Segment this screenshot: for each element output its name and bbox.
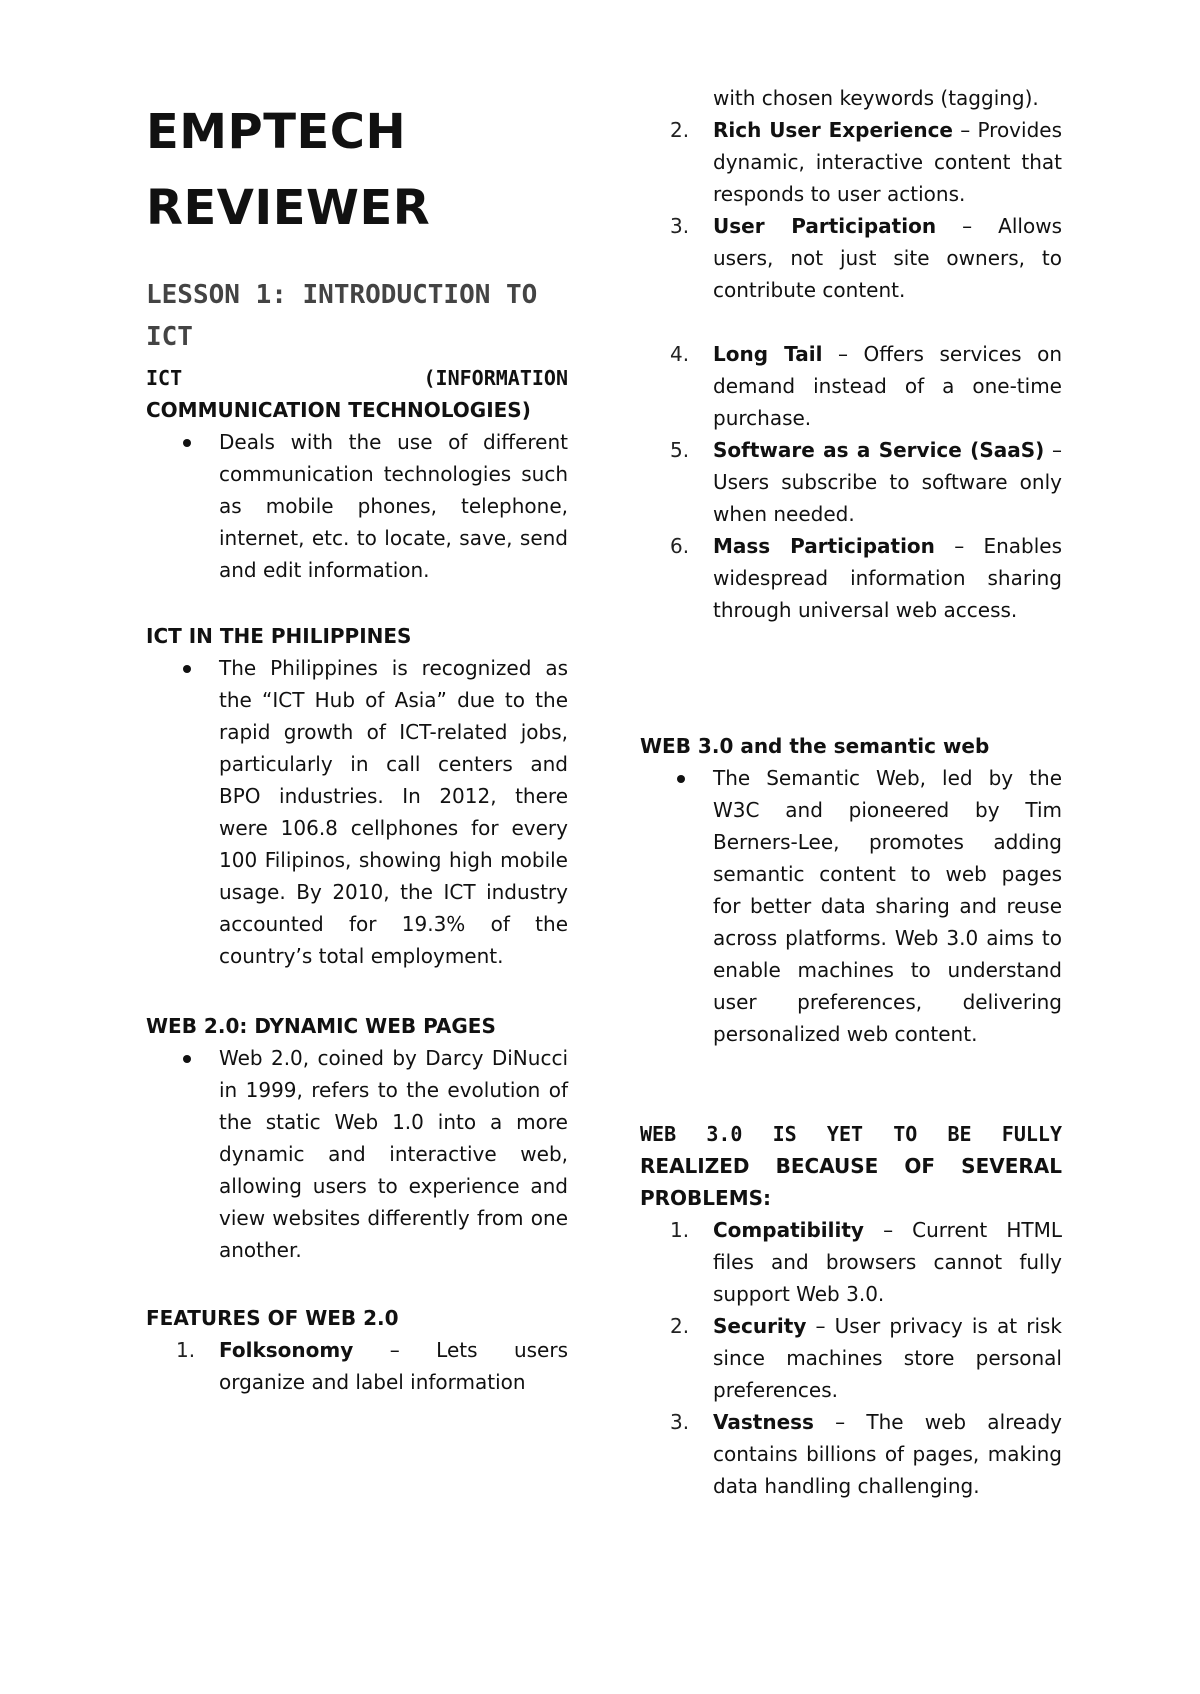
features-list-start: [146, 1334, 568, 1398]
web3-heading: WEB 3.0 and the semantic web: [640, 734, 990, 758]
problems-list: [640, 1214, 1062, 1502]
features-section: [146, 1302, 568, 1398]
feature-item-4: [640, 338, 1062, 434]
web3-bullet-list: [640, 762, 1062, 1050]
web2-bullet-list: [146, 1042, 568, 1266]
feature-item-6-number: 6.: [670, 534, 690, 558]
philippines-bullet-list: [146, 652, 568, 972]
feature-item-4-term: Long Tail: [713, 342, 823, 366]
problem-item-2-term: Security: [713, 1314, 807, 1338]
feature-item-3-term: User Participation: [713, 214, 937, 238]
title-line-1: EMPTECH: [146, 104, 407, 160]
ict-bullet: Deals with the use of different communication technologies such as mobile phones, telephone, internet, etc. to locate, save, send and edit information.: [146, 426, 568, 586]
ict-bullet-list: [146, 426, 568, 586]
features-continued-section: [640, 82, 1062, 626]
web2-bullet: Web 2.0, coined by Darcy DiNucci in 1999, refers to the evolution of the static Web 1.0 into a more dynamic and interactive web, allowing users to experience and view websites differently from one another.: [146, 1042, 568, 1266]
feature-item-5-term: Software as a Service (SaaS): [713, 438, 1045, 462]
feature-item-2-text: – Provides dynamic, interactive content that responds to user actions.: [713, 118, 1062, 206]
feature-item-2-number: 2.: [670, 118, 690, 142]
web3-bullet: The Semantic Web, led by the W3C and pioneered by Tim Berners-Lee, promotes adding semantic content to web pages for better data sharing and reuse across platforms. Web 3.0 aims to enable machines to understand user preferences, delivering personalized web content.: [640, 762, 1062, 1050]
problem-item-1-number: 1.: [670, 1218, 690, 1242]
problems-section: [640, 1118, 1062, 1502]
feature-item-1: [146, 1334, 568, 1398]
web3-section: [640, 730, 1062, 1050]
feature-item-6-term: Mass Participation: [713, 534, 935, 558]
feature-item-5-text: – Users subscribe to software only when needed.: [713, 438, 1063, 526]
feature-item-5-number: 5.: [670, 438, 690, 462]
problems-heading-line-1: WEB 3.0 IS YET TO BE FULLY: [640, 1122, 1062, 1146]
web2-heading: WEB 2.0: DYNAMIC WEB PAGES: [146, 1014, 496, 1038]
feature-item-3-number: 3.: [670, 214, 690, 238]
problem-item-3-number: 3.: [670, 1410, 690, 1434]
problem-item-2-number: 2.: [670, 1314, 690, 1338]
feature-item-1-term: Folksonomy: [219, 1338, 354, 1362]
feature-item-4-text: – Offers services on demand instead of a one-time purchase.: [713, 342, 1063, 430]
problem-item-2: [640, 1310, 1062, 1406]
lesson-title: LESSON 1: INTRODUCTION TO ICT: [146, 280, 538, 352]
philippines-section: [146, 620, 568, 972]
problems-heading: [640, 1118, 1062, 1214]
feature-item-2-term: Rich User Experience: [713, 118, 953, 142]
title-line-2: REVIEWER: [146, 180, 431, 236]
problem-item-1-term: Compatibility: [713, 1218, 864, 1242]
feature-item-3: [640, 210, 1062, 306]
problem-item-1-text: – Current HTML files and browsers cannot fully support Web 3.0.: [713, 1218, 1062, 1306]
feature-item-4-number: 4.: [670, 342, 690, 366]
web2-section: [146, 1010, 568, 1266]
problem-item-2-text: – User privacy is at risk since machines store personal preferences.: [713, 1314, 1062, 1402]
problems-heading-rest: REALIZED BECAUSE OF SEVERAL PROBLEMS:: [640, 1154, 1062, 1210]
ict-heading-line-2: COMMUNICATION TECHNOLOGIES): [146, 398, 531, 422]
problem-item-1: [640, 1214, 1062, 1310]
ict-heading: [146, 362, 568, 426]
feature-item-1-continued: with chosen keywords (tagging).: [713, 86, 1039, 110]
features-heading: FEATURES OF WEB 2.0: [146, 1306, 399, 1330]
feature-item-5: [640, 434, 1062, 530]
ict-heading-line-1: ICT (INFORMATION: [146, 366, 568, 390]
feature-item-1-text: – Lets users organize and label information: [219, 1338, 568, 1394]
document-title: [146, 94, 430, 246]
features-list-continued: [640, 82, 1062, 626]
feature-item-6-text: – Enables widespread information sharing through universal web access.: [713, 534, 1063, 622]
feature-item-6: [640, 530, 1062, 626]
problem-item-3-term: Vastness: [713, 1410, 814, 1434]
feature-item-2: [640, 114, 1062, 210]
feature-item-3-text: – Allows users, not just site owners, to contribute content.: [713, 214, 1062, 302]
problem-item-3: [640, 1406, 1062, 1502]
philippines-heading: ICT IN THE PHILIPPINES: [146, 624, 412, 648]
ict-section: [146, 362, 568, 586]
problem-item-3-text: – The web already contains billions of pages, making data handling challenging.: [713, 1410, 1062, 1498]
feature-item-1-number: 1.: [176, 1338, 196, 1362]
philippines-bullet: The Philippines is recognized as the “ICT Hub of Asia” due to the rapid growth of ICT-related jobs, particularly in call centers and BPO industries. In 2012, there were 106.8 cellphones for every 100 Filipinos, showing high mobile usage. By 2010, the ICT industry accounted for 19.3% of the country’s total employment.: [146, 652, 568, 972]
